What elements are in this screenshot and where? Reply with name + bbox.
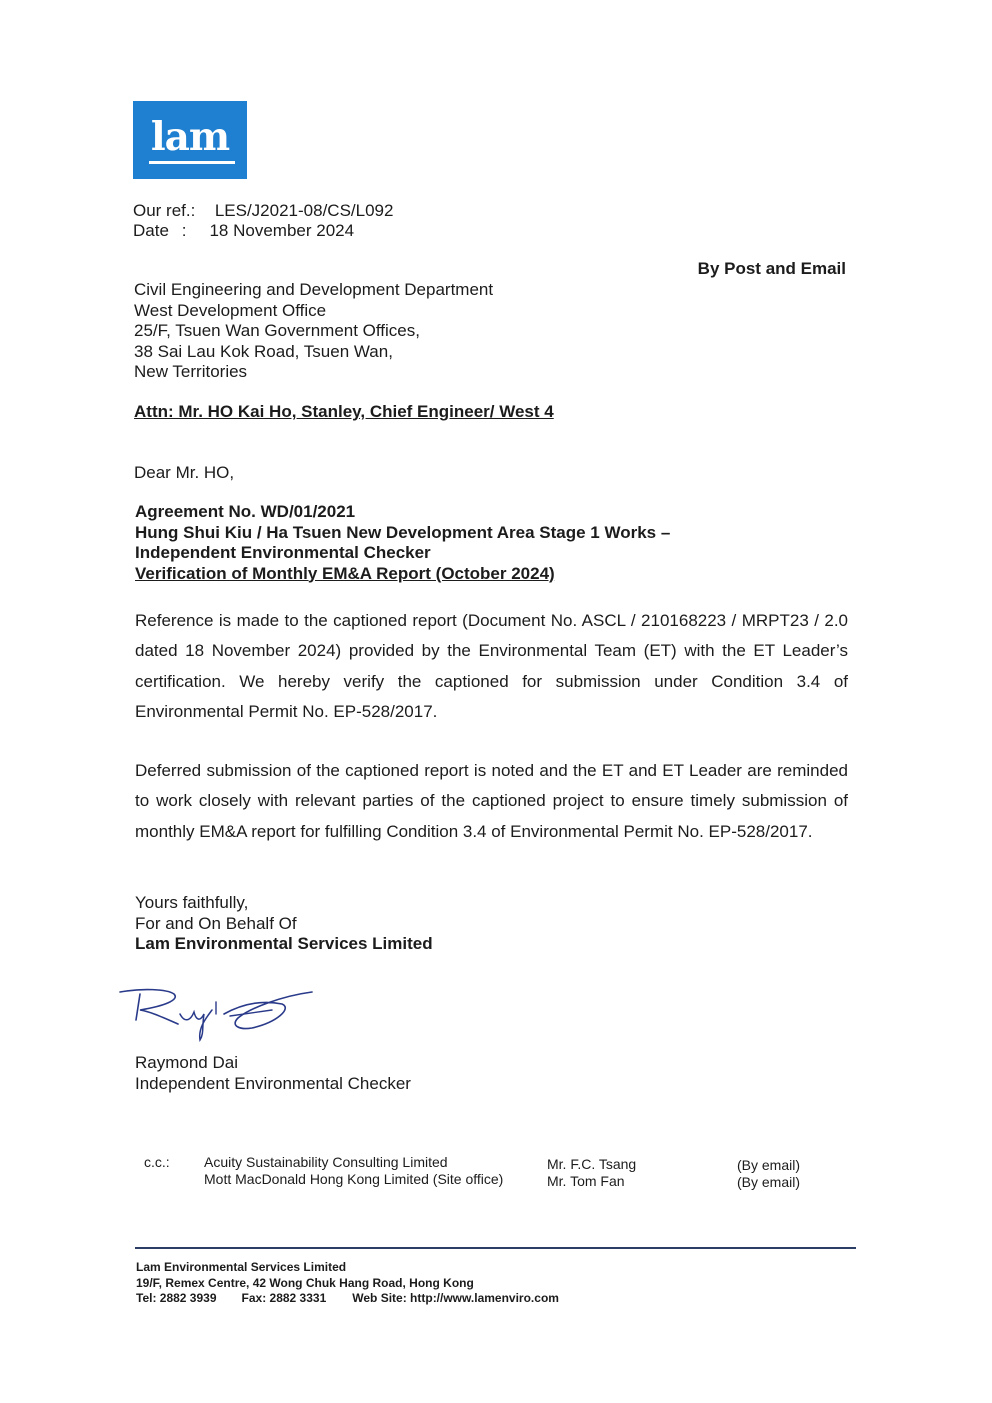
footer [136, 1260, 559, 1307]
cc-org: Mott MacDonald Hong Kong Limited (Site office) [204, 1170, 504, 1187]
date-value: 18 November 2024 [209, 221, 355, 240]
subject-agreement: Agreement No. WD/01/2021 [135, 502, 356, 521]
closing-line: Yours faithfully, [135, 893, 249, 912]
recipient-line: 25/F, Tsuen Wan Government Offices, [134, 321, 420, 340]
attention-line: Attn: Mr. HO Kai Ho, Stanley, Chief Engineer/ West 4 [134, 402, 554, 421]
cc-label: c.c.: [144, 1154, 170, 1170]
our-ref-label: Our ref.: [133, 201, 196, 220]
body-paragraph-2: Deferred submission of the captioned report is noted and the ET and ET Leader are reminded to work closely with relevant parties of the captioned project to ensure timely submission of monthly EM&A report for fulfilling Condition 3.4 of Environmental Permit No. EP-528/2017. [135, 761, 848, 841]
signature-image [112, 980, 322, 1052]
cc-person: Mr. F.C. Tsang [547, 1156, 637, 1172]
closing-company: Lam Environmental Services Limited [135, 934, 433, 953]
our-ref-line [133, 201, 393, 222]
date-separator: : [181, 221, 187, 240]
signatory-block [135, 1053, 411, 1094]
signatory-title: Independent Environmental Checker [135, 1073, 411, 1093]
subject-title: Verification of Monthly EM&A Report (October 2024) [135, 563, 555, 583]
footer-contact [136, 1291, 559, 1307]
cc-method: (By email) [737, 1157, 801, 1173]
cc-methods [737, 1157, 800, 1190]
date-label: Date [133, 221, 169, 240]
logo-text: lam [150, 114, 230, 160]
date-line [133, 221, 354, 242]
recipient-line: 38 Sai Lau Kok Road, Tsuen Wan, [134, 341, 393, 361]
footer-tel: Tel: 2882 3939 [136, 1291, 217, 1305]
our-ref-value: LES/J2021-08/CS/L092 [214, 201, 394, 220]
cc-method: (By email) [737, 1173, 801, 1190]
recipient-line: New Territories [134, 362, 248, 381]
footer-address: 19/F, Remex Centre, 42 Wong Chuk Hang Road, Hong Kong [136, 1275, 474, 1290]
footer-fax: Fax: 2882 3331 [241, 1291, 327, 1305]
closing-line: For and On Behalf Of [135, 913, 297, 933]
logo-underline [149, 161, 235, 164]
signatory-name: Raymond Dai [135, 1053, 238, 1072]
subject-block [135, 502, 670, 584]
recipient-line: West Development Office [134, 300, 327, 320]
cc-person: Mr. Tom Fan [547, 1172, 625, 1189]
subject-project: Hung Shui Kiu / Ha Tsuen New Development Area Stage 1 Works – [135, 522, 671, 542]
footer-divider [135, 1247, 856, 1249]
recipient-address [134, 280, 493, 383]
body-paragraph-1: Reference is made to the captioned report (Document No. ASCL / 210168223 / MRPT23 / 2.0 dated 18 November 2024) provided by the Environmental Team (ET) with the ET Leader’s certification. We hereby verify the captioned for submission under Condition 3.4 of Environmental Permit No. EP-528/2017. [135, 611, 848, 721]
delivery-method: By Post and Email [697, 259, 846, 278]
cc-persons [547, 1156, 636, 1189]
closing-block [135, 893, 433, 955]
footer-website: Web Site: http://www.lamenviro.com [352, 1291, 559, 1305]
cc-organizations [204, 1154, 503, 1187]
cc-org: Acuity Sustainability Consulting Limited [204, 1154, 448, 1170]
salutation: Dear Mr. HO, [134, 463, 235, 482]
subject-role: Independent Environmental Checker [135, 543, 431, 562]
footer-company: Lam Environmental Services Limited [136, 1260, 347, 1274]
recipient-line: Civil Engineering and Development Department [134, 280, 494, 299]
company-logo [133, 101, 247, 179]
